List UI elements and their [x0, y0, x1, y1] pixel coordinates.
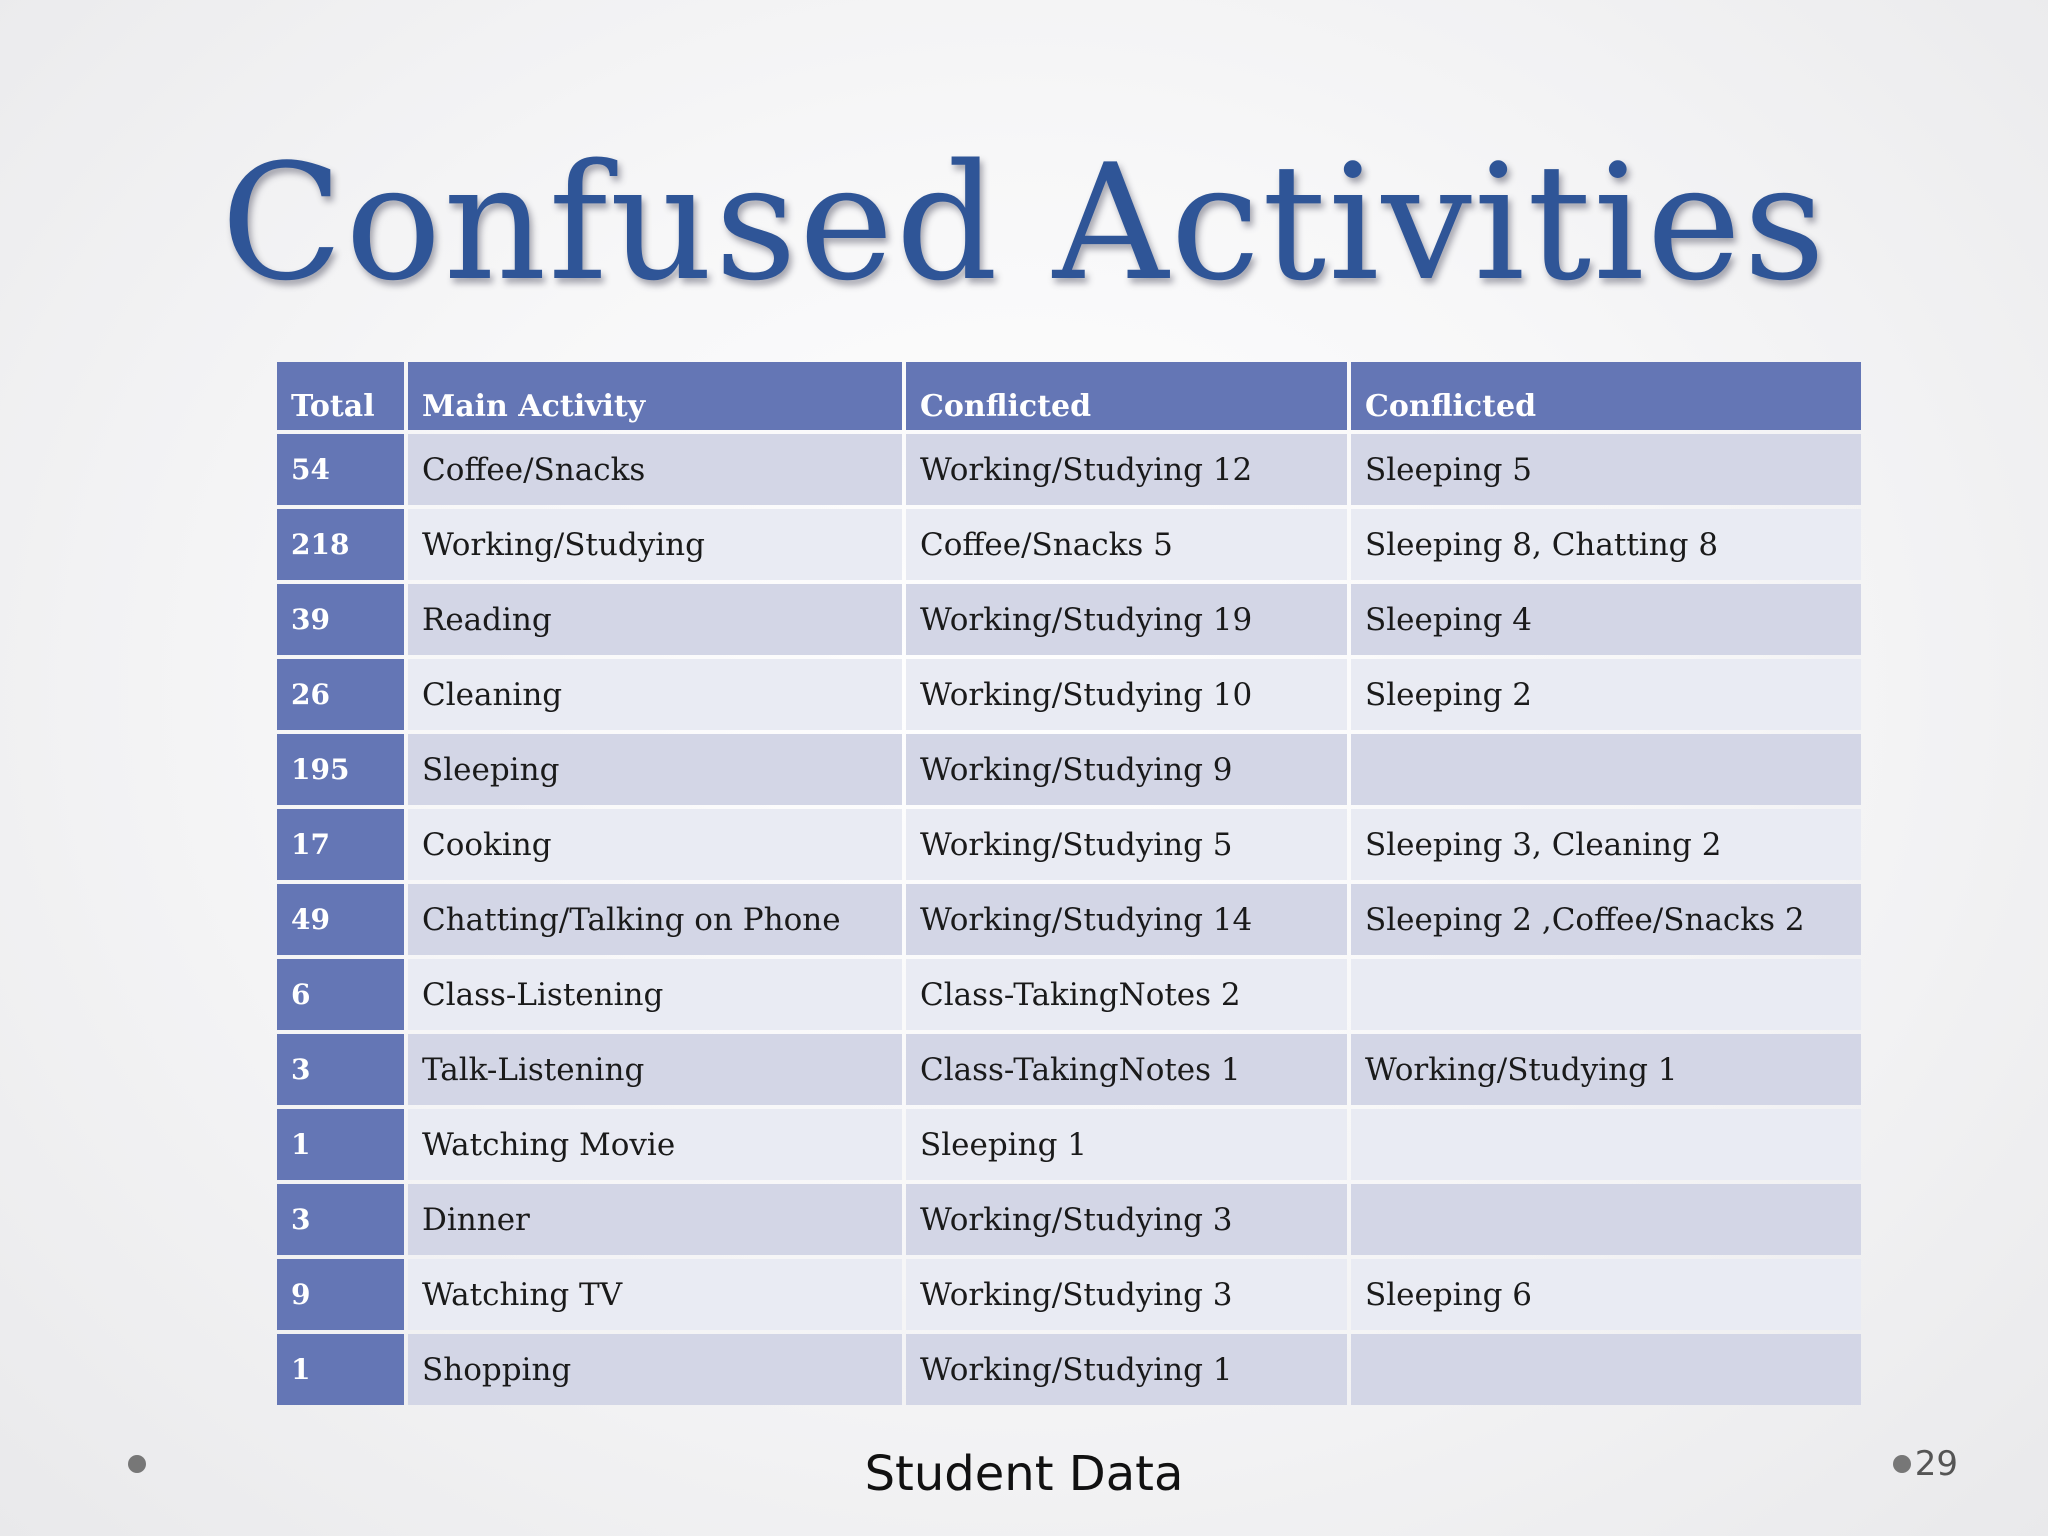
- page-number: 29: [1914, 1444, 1958, 1484]
- bullet-dot-icon: [128, 1455, 146, 1473]
- cell-conflicted-1: Coffee/Snacks 5: [906, 509, 1347, 580]
- cell-conflicted-1: Working/Studying 3: [906, 1259, 1347, 1330]
- cell-main-activity: Cooking: [408, 809, 902, 880]
- cell-total: 54: [277, 434, 404, 505]
- cell-conflicted-2: Working/Studying 1: [1351, 1034, 1861, 1105]
- cell-total: 9: [277, 1259, 404, 1330]
- cell-total: 3: [277, 1034, 404, 1105]
- cell-conflicted-1: Working/Studying 5: [906, 809, 1347, 880]
- cell-main-activity: Watching Movie: [408, 1109, 902, 1180]
- cell-conflicted-2: Sleeping 2 ,Coffee/Snacks 2: [1351, 884, 1861, 955]
- cell-main-activity: Shopping: [408, 1334, 902, 1405]
- table-row: [277, 1259, 1861, 1330]
- cell-total: 6: [277, 959, 404, 1030]
- cell-conflicted-2: [1351, 1184, 1861, 1255]
- cell-main-activity: Chatting/Talking on Phone: [408, 884, 902, 955]
- cell-conflicted-2: Sleeping 3, Cleaning 2: [1351, 809, 1861, 880]
- table-row: [277, 959, 1861, 1030]
- cell-total: 17: [277, 809, 404, 880]
- cell-conflicted-2: Sleeping 5: [1351, 434, 1861, 505]
- table-row: [277, 1109, 1861, 1180]
- cell-main-activity: Watching TV: [408, 1259, 902, 1330]
- header-total: Total: [277, 362, 404, 430]
- cell-total: 49: [277, 884, 404, 955]
- table-row: [277, 884, 1861, 955]
- footer-caption: Student Data: [864, 1446, 1184, 1502]
- cell-main-activity: Reading: [408, 584, 902, 655]
- cell-main-activity: Talk-Listening: [408, 1034, 902, 1105]
- cell-conflicted-1: Class-TakingNotes 2: [906, 959, 1347, 1030]
- cell-conflicted-1: Working/Studying 1: [906, 1334, 1347, 1405]
- cell-conflicted-1: Working/Studying 9: [906, 734, 1347, 805]
- table-row: [277, 1034, 1861, 1105]
- cell-total: 218: [277, 509, 404, 580]
- header-main-activity: Main Activity: [408, 362, 902, 430]
- cell-conflicted-2: [1351, 1334, 1861, 1405]
- cell-total: 1: [277, 1109, 404, 1180]
- table-body: [277, 434, 1861, 1405]
- cell-conflicted-1: Working/Studying 12: [906, 434, 1347, 505]
- activities-table: [273, 358, 1865, 1409]
- table-row: [277, 809, 1861, 880]
- table-row: [277, 659, 1861, 730]
- header-conflicted-2: Conflicted: [1351, 362, 1861, 430]
- cell-conflicted-2: Sleeping 8, Chatting 8: [1351, 509, 1861, 580]
- cell-main-activity: Class-Listening: [408, 959, 902, 1030]
- table-row: [277, 1334, 1861, 1405]
- cell-conflicted-1: Working/Studying 19: [906, 584, 1347, 655]
- cell-conflicted-2: Sleeping 6: [1351, 1259, 1861, 1330]
- table-row: [277, 434, 1861, 505]
- cell-conflicted-2: Sleeping 4: [1351, 584, 1861, 655]
- cell-total: 1: [277, 1334, 404, 1405]
- cell-main-activity: Dinner: [408, 1184, 902, 1255]
- cell-total: 195: [277, 734, 404, 805]
- cell-conflicted-1: Working/Studying 3: [906, 1184, 1347, 1255]
- cell-conflicted-2: [1351, 959, 1861, 1030]
- table-row: [277, 584, 1861, 655]
- cell-main-activity: Cleaning: [408, 659, 902, 730]
- cell-conflicted-1: Sleeping 1: [906, 1109, 1347, 1180]
- page-number-area: [1893, 1444, 1958, 1484]
- cell-conflicted-1: Working/Studying 10: [906, 659, 1347, 730]
- cell-conflicted-2: [1351, 1109, 1861, 1180]
- slide-title: Confused Activities: [220, 129, 1828, 316]
- bullet-dot-icon: [1893, 1455, 1911, 1473]
- cell-main-activity: Coffee/Snacks: [408, 434, 902, 505]
- table-row: [277, 734, 1861, 805]
- table-row: [277, 1184, 1861, 1255]
- table-header-row: [277, 362, 1861, 430]
- cell-conflicted-1: Class-TakingNotes 1: [906, 1034, 1347, 1105]
- cell-total: 26: [277, 659, 404, 730]
- cell-total: 39: [277, 584, 404, 655]
- cell-conflicted-1: Working/Studying 14: [906, 884, 1347, 955]
- cell-conflicted-2: Sleeping 2: [1351, 659, 1861, 730]
- cell-main-activity: Sleeping: [408, 734, 902, 805]
- cell-main-activity: Working/Studying: [408, 509, 902, 580]
- cell-total: 3: [277, 1184, 404, 1255]
- cell-conflicted-2: [1351, 734, 1861, 805]
- header-conflicted-1: Conflicted: [906, 362, 1347, 430]
- table-row: [277, 509, 1861, 580]
